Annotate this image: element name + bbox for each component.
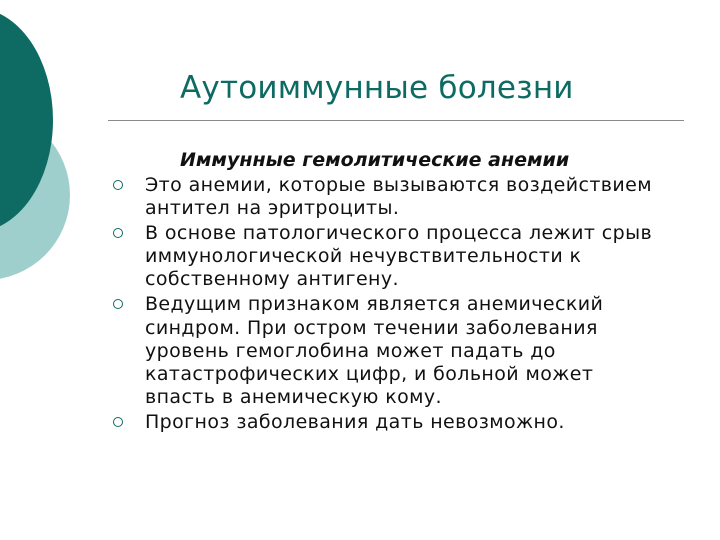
bullet-item — [110, 293, 710, 408]
bullet-text: Прогноз заболевания дать невозможно. — [145, 410, 565, 433]
hollow-circle-bullet-icon — [113, 299, 123, 309]
title-divider — [108, 120, 684, 121]
slide-subtitle: Иммунные гемолитические анемии — [180, 149, 570, 171]
bullet-list — [110, 174, 710, 434]
bullet-item — [110, 411, 710, 434]
hollow-circle-bullet-icon — [113, 228, 123, 238]
bullet-text: В основе патологического процесса лежит срыв иммунологической нечувствительности к собственному антигену. — [145, 222, 653, 291]
slide-title: Аутоиммунные болезни — [180, 70, 574, 106]
hollow-circle-bullet-icon — [113, 417, 123, 427]
bullet-text: Ведущим признаком является анемический синдром. При остром течении заболевания уровень гемоглобина может падать до катастрофических цифр, и больной может впасть в анемическую кому. — [145, 293, 604, 408]
hollow-circle-bullet-icon — [113, 180, 123, 190]
bullet-item — [110, 222, 710, 291]
bullet-item — [110, 174, 710, 220]
bullet-text: Это анемии, которые вызываются воздействием антител на эритроциты. — [145, 174, 652, 220]
